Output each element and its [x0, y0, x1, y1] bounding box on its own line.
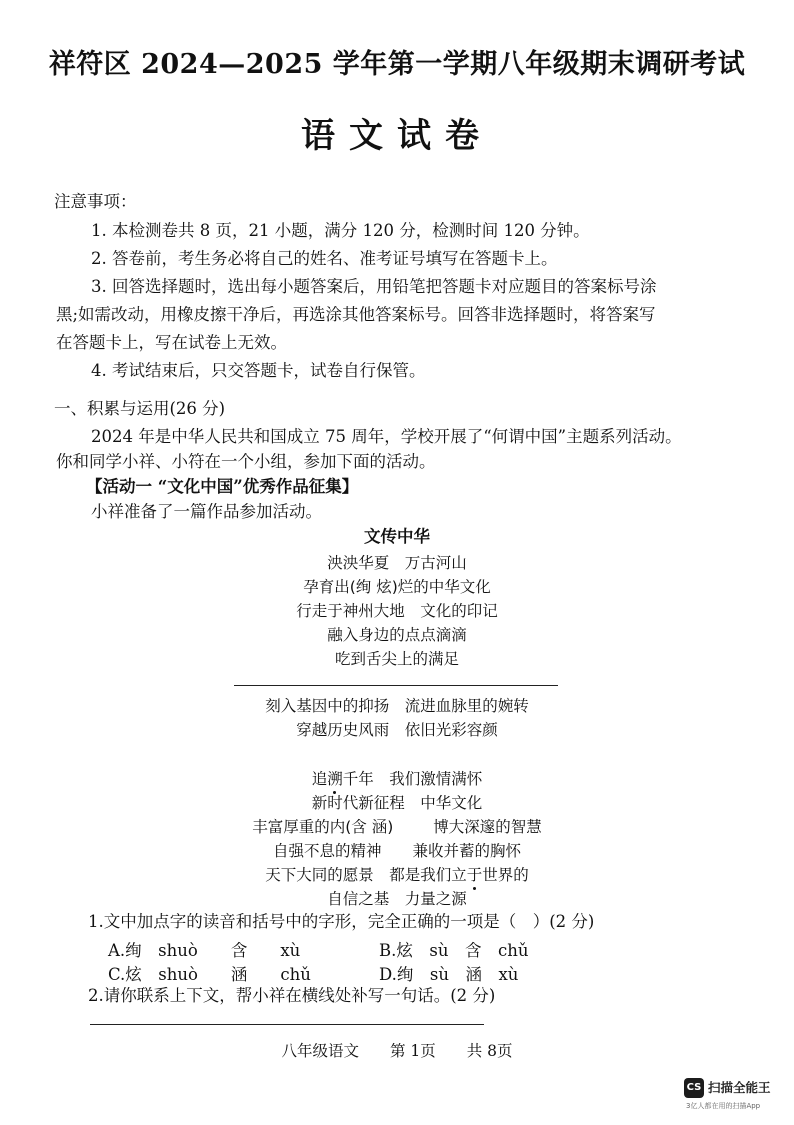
section-heading: 一、积累与运用(26 分) [54, 399, 226, 418]
section-intro-line-1: 2024 年是中华人民共和国成立 75 周年，学校开展了“何谓中国”主题系列活动。 [91, 427, 682, 446]
answer-line [90, 1024, 484, 1025]
poem-line-8 [0, 767, 794, 789]
option-a: A.绚 shuò 含 xù [108, 941, 301, 960]
section-intro-line-2: 你和同学小祥、小符在一个小组，参加下面的活动。 [56, 452, 436, 471]
poem-line-1: 泱泱华夏 万古河山 [327, 554, 467, 572]
activity-intro: 小祥准备了一篇作品参加活动。 [91, 502, 322, 521]
poem-line-3: 行走于神州大地 文化的印记 [296, 602, 498, 620]
question-1: 1.文中加点字的读音和括号中的字形，完全正确的一项是（ ）(2 分) [88, 912, 595, 931]
notice-item-2: 2. 答卷前，考生务必将自己的姓名、准考证号填写在答题卡上。 [91, 249, 558, 268]
notice-item-3-line-1: 3. 回答选择题时，选出每小题答案后，用铅笔把答题卡对应题目的答案标号涂 [91, 277, 657, 296]
poem-line-12-start: 天下大同的愿景 都是我们立 [265, 866, 467, 884]
poem-line-6: 刻入基因中的抑扬 流进血脉里的婉转 [265, 697, 529, 715]
camscanner-tagline: 3亿人都在用的扫描App [686, 1102, 761, 1110]
poem-line-7: 穿越历史风雨 依旧光彩容颜 [296, 721, 498, 739]
notice-heading: 注意事项： [54, 192, 137, 211]
poem-line-13: 自信之基 力量之源 [327, 890, 467, 908]
camscanner-logo: CS [684, 1078, 704, 1098]
poem-line-8-rest: 千年 我们激情满怀 [342, 770, 483, 788]
dotted-char-li: 于 [466, 866, 483, 884]
poem-line-11: 自强不息的精神 兼收并蓄的胸怀 [272, 842, 521, 860]
poem-line-12 [0, 863, 794, 885]
dotted-char-su: 溯 [327, 770, 343, 788]
poem-blank-line [234, 685, 558, 686]
poem-title: 文传中华 [364, 527, 430, 546]
poem-line-10 [0, 815, 794, 837]
notice-item-1: 1. 本检测卷共 8 页，21 小题，满分 120 分，检测时间 120 分钟。 [91, 221, 590, 240]
poem-line-2-rest: 烂的中华文化 [397, 578, 491, 596]
poem-line-10-choice: 丰富厚重的内(含 涵) [252, 818, 394, 836]
exam-title: 祥符区 2024—2025 学年第一学期八年级期末调研考试 [48, 49, 746, 80]
poem-line-8-start: 追 [311, 770, 328, 788]
notice-item-4: 4. 考试结束后，只交答题卡，试卷自行保管。 [91, 361, 426, 380]
subject-title: 语文试卷 [301, 116, 493, 156]
poem-line-12-rest: 世界的 [482, 866, 529, 884]
poem-line-5: 吃到舌尖上的满足 [334, 650, 459, 668]
option-c: C.炫 shuò 涵 chǔ [108, 965, 311, 984]
camscanner-name: 扫描全能王 [708, 1080, 771, 1095]
activity-title: 【活动一 “文化中国”优秀作品征集】 [86, 477, 359, 496]
page-footer: 八年级语文 第 1页 共 8页 [281, 1042, 513, 1060]
option-d: D.绚 sù 涵 xù [379, 965, 519, 984]
option-b: B.炫 sù 含 chǔ [379, 941, 529, 960]
question-2: 2.请你联系上下文，帮小祥在横线处补写一句话。(2 分) [88, 986, 496, 1005]
notice-item-3-line-2: 黑;如需改动，用橡皮擦干净后，再选涂其他答案标号。回答非选择题时，将答案写 [56, 305, 656, 324]
notice-item-3-line-3: 在答题卡上，写在试卷上无效。 [56, 333, 287, 352]
poem-line-9: 新时代新征程 中华文化 [311, 794, 483, 812]
poem-line-10-rest: 博大深邃的智慧 [433, 818, 542, 836]
poem-line-2 [0, 575, 794, 597]
poem-line-2-choice: 孕育出(绚 炫) [303, 578, 398, 596]
poem-line-4: 融入身边的点点滴滴 [327, 626, 467, 644]
